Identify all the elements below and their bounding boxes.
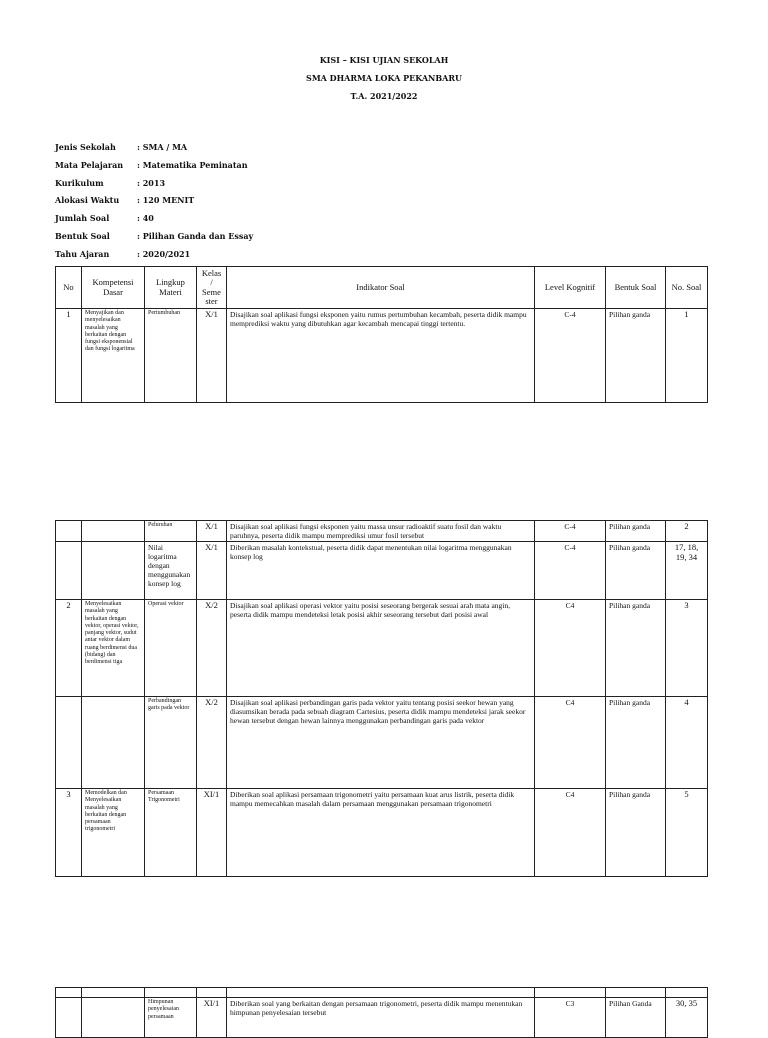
cell-no: 2 xyxy=(56,600,82,697)
info-label: Jenis Sekolah xyxy=(55,142,116,152)
info-label: Bentuk Soal xyxy=(55,231,110,241)
info-label: Tahu Ajaran xyxy=(55,249,110,259)
info-label: Jumlah Soal xyxy=(55,213,110,223)
cell-nosoal: 2 xyxy=(666,521,708,542)
cell-indikator: Disajikan soal aplikasi operasi vektor yaitu posisi seseorang bergerak sesuai arah mata angin, peserta didik mampu mendeteksi letak posisi akhir seseorang tersebut dari posisi awal xyxy=(227,600,535,697)
cell-nosoal: 4 xyxy=(666,697,708,789)
cell-level: C-4 xyxy=(535,521,606,542)
cell-level: C-4 xyxy=(535,542,606,600)
cell-indikator: Disajikan soal aplikasi fungsi eksponen yaitu rumus pertumbuhan kecambah, peserta didik mampu memprediksi waktu yang dibutuhkan agar kecambah mencapai tinggi tertentu. xyxy=(227,309,535,403)
cell-kompetensi xyxy=(82,998,145,1038)
table-header-row xyxy=(56,267,708,309)
doc-title: KISI – KISI UJIAN SEKOLAH xyxy=(319,55,449,65)
cell-lingkup: Peluruhan xyxy=(145,521,197,542)
cell-lingkup: Nilai logaritma dengan menggunakan konsep log xyxy=(145,542,197,600)
cell-indikator: Diberikan masalah kontekstual, peserta didik dapat menentukan nilai logaritma menggunakan konsep log xyxy=(227,542,535,600)
cell-indikator: Diberikan soal aplikasi persamaan trigonometri yaitu persamaan kuat arus listrik, peserta didik mampu memecahkan masalah dalam persamaan menggunakan persamaan trigonometri xyxy=(227,789,535,877)
academic-year: T.A. 2021/2022 xyxy=(350,91,418,101)
cell-lingkup: Pertumbuhan xyxy=(145,309,197,403)
cell-bentuk: Pilihan ganda xyxy=(606,309,666,403)
cell-level: C4 xyxy=(535,600,606,697)
cell-kelas: X/2 xyxy=(197,697,227,789)
table-row xyxy=(56,542,708,600)
kisi-table-3 xyxy=(55,987,708,1038)
cell-kompetensi xyxy=(82,521,145,542)
cell-nosoal: 3 xyxy=(666,600,708,697)
cell-level: C3 xyxy=(535,998,606,1038)
col-header-indikator: Indikator Soal xyxy=(227,267,535,309)
cell-lingkup: Persamaan Trigonometri xyxy=(145,789,197,877)
table-row xyxy=(56,998,708,1038)
cell-level: C4 xyxy=(535,789,606,877)
cell-kompetensi xyxy=(82,988,145,998)
table-row xyxy=(56,697,708,789)
cell-kelas: X/1 xyxy=(197,309,227,403)
cell-no xyxy=(56,998,82,1038)
cell-kelas xyxy=(197,988,227,998)
cell-kelas: X/1 xyxy=(197,521,227,542)
cell-bentuk xyxy=(606,988,666,998)
col-header-kompetensi: Kompetensi Dasar xyxy=(82,267,145,309)
cell-lingkup: Himpunan penyelesaian persamaan xyxy=(145,998,197,1038)
cell-indikator xyxy=(227,988,535,998)
cell-kelas: X/2 xyxy=(197,600,227,697)
info-value: : Matematika Peminatan xyxy=(137,160,248,170)
cell-nosoal: 17, 18, 19, 34 xyxy=(666,542,708,600)
info-value: : 40 xyxy=(137,213,154,223)
cell-kompetensi: Menyelesaikan masalah yang berkaitan dengan vektor, operasi vektor, panjang vektor, sudut antar vektor dalam ruang berdimensi dua (bidang) dan berdimensi tiga xyxy=(82,600,145,697)
info-label: Mata Pelajaran xyxy=(55,160,124,170)
cell-bentuk: Pilihan Ganda xyxy=(606,998,666,1038)
cell-nosoal: 1 xyxy=(666,309,708,403)
cell-no xyxy=(56,988,82,998)
cell-lingkup xyxy=(145,988,197,998)
cell-no xyxy=(56,521,82,542)
cell-bentuk: Pilihan ganda xyxy=(606,789,666,877)
cell-kompetensi: Menyajikan dan menyelesaikan masalah yang berkaitan dengan fungsi eksponensial dan fungsi logaritma xyxy=(82,309,145,403)
cell-kelas: XI/1 xyxy=(197,998,227,1038)
cell-level: C-4 xyxy=(535,309,606,403)
cell-no xyxy=(56,542,82,600)
cell-indikator: Diberikan soal yang berkaitan dengan persamaan trigonometri, peserta didik mampu menentukan himpunan penyelesaian tersebut xyxy=(227,998,535,1038)
info-value: : 2013 xyxy=(137,178,166,188)
col-header-level: Level Kognitif xyxy=(535,267,606,309)
col-header-lingkup: Lingkup Materi xyxy=(145,267,197,309)
info-value: : SMA / MA xyxy=(137,142,188,152)
cell-indikator: Disajikan soal aplikasi fungsi eksponen yaitu massa unsur radioaktif suatu fosil dan waktu paruhnya, peserta didik mampu memprediksi umur fosil tersebut xyxy=(227,521,535,542)
table-row xyxy=(56,789,708,877)
table-row xyxy=(56,309,708,403)
cell-lingkup: Operasi vektor xyxy=(145,600,197,697)
cell-nosoal: 5 xyxy=(666,789,708,877)
cell-kelas: X/1 xyxy=(197,542,227,600)
cell-no xyxy=(56,697,82,789)
cell-nosoal: 30, 35 xyxy=(666,998,708,1038)
school-name: SMA DHARMA LOKA PEKANBARU xyxy=(306,73,462,83)
table-row xyxy=(56,600,708,697)
cell-no: 1 xyxy=(56,309,82,403)
info-value: : 120 MENIT xyxy=(137,195,195,205)
cell-no: 3 xyxy=(56,789,82,877)
info-label: Alokasi Waktu xyxy=(55,195,120,205)
cell-level xyxy=(535,988,606,998)
kisi-table-1 xyxy=(55,266,708,403)
col-header-bentuk: Bentuk Soal xyxy=(606,267,666,309)
cell-kompetensi xyxy=(82,542,145,600)
cell-bentuk: Pilihan ganda xyxy=(606,542,666,600)
col-header-nosoal: No. Soal xyxy=(666,267,708,309)
table-row xyxy=(56,521,708,542)
cell-level: C4 xyxy=(535,697,606,789)
kisi-table-2 xyxy=(55,520,708,877)
cell-indikator: Disajikan soal aplikasi perbandingan garis pada vektor yaitu tentang posisi seekor hewan yang diasumsikan berada pada sebuah diagram Cartesius, peserta didik mampu mendeteksi jarak seekor hewan tersebut dengan hewan lainnya menggunakan perbandingan garis pada vektor xyxy=(227,697,535,789)
info-label: Kurikulum xyxy=(55,178,104,188)
col-header-no: No xyxy=(56,267,82,309)
col-header-kelas: Kelas / Seme ster xyxy=(197,267,227,309)
cell-lingkup: Perbandingan garis pada vektor xyxy=(145,697,197,789)
cell-bentuk: Pilihan ganda xyxy=(606,521,666,542)
cell-kompetensi xyxy=(82,697,145,789)
cell-bentuk: Pilihan ganda xyxy=(606,697,666,789)
cell-nosoal xyxy=(666,988,708,998)
info-value: : Pilihan Ganda dan Essay xyxy=(137,231,254,241)
cell-bentuk: Pilihan ganda xyxy=(606,600,666,697)
table-row xyxy=(56,988,708,998)
info-value: : 2020/2021 xyxy=(137,249,191,259)
cell-kelas: XI/1 xyxy=(197,789,227,877)
cell-kompetensi: Memodelkan dan Menyelesaikan masalah yang berkaitan dengan persamaan trigonometri xyxy=(82,789,145,877)
